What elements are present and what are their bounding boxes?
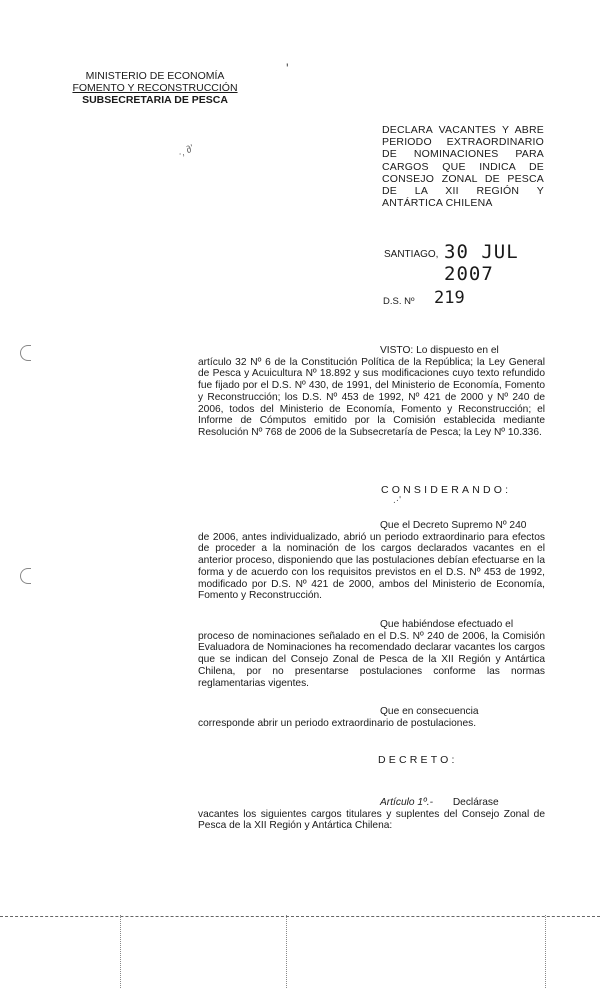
date-value: 30 JUL 2007 xyxy=(444,241,519,285)
article-text: vacantes los siguientes cargos titulares y suplentes del Consejo Zonal de Pesca de la XII Región y Antártica Chilena: xyxy=(198,808,545,832)
decreto-heading: DECRETO: xyxy=(378,754,458,766)
ministry-name: MINISTERIO DE ECONOMÍA xyxy=(85,70,225,82)
summary-line: DE NOMINACIONES PARA xyxy=(382,148,544,161)
visto-text: artículo 32 Nº 6 de la Constitución Política de la República; la Ley General de Pesca y Acuicultura Nº 18.892 y sus modificaciones cuyo texto refundido fue fijado por el D.S. Nº 430, de 1991, del Ministerio de Economía, Fomento y Reconstrucción; los D.S. Nº 453 de 1992, Nº 421 de 2000 y Nº 240 de 2006, todos del Ministerio de Economía, Fomento y Reconstrucción; el Informe de Cómputos emitido por la Comisión establecida mediante Resolución Nº 768 de 2006 de la Subsecretaría de Pesca; la Ley Nº 10.336. xyxy=(198,356,545,438)
scan-speck: .·' xyxy=(393,495,402,506)
scan-edge-line xyxy=(286,915,287,988)
punch-hole xyxy=(20,568,31,584)
considerando-item: Que el Decreto Supremo Nº 240 de 2006, antes individualizado, abrió un periodo extraordinario para efectos de proceder a la nominación de los cargos declarados vacantes en el anterior proceso, disponiendo que las postulaciones debían efectuarse en la forma y de acuerdo con los requisitos previstos en el D.S. Nº 453 de 1992, modificado por D.S. Nº 421 de 2000, ambos del Ministerio de Economía, Fomento y Reconstrucción. xyxy=(198,520,545,602)
summary-line: DECLARA VACANTES Y ABRE xyxy=(382,124,544,136)
considerando-heading: CONSIDERANDO: xyxy=(381,484,512,496)
considerando-item: Que en consecuencia corresponde abrir un periodo extraordinario de postulaciones. xyxy=(198,706,479,729)
visto-first-line: VISTO: Lo dispuesto en el xyxy=(380,345,499,356)
decree-summary xyxy=(382,124,544,209)
summary-line: ANTÁRTICA CHILENA xyxy=(382,197,493,210)
scan-speck: ' xyxy=(286,60,289,76)
date-label: SANTIAGO, xyxy=(384,249,439,260)
visto-paragraph xyxy=(198,345,545,439)
summary-line: CONSEJO ZONAL DE PESCA xyxy=(382,172,544,185)
page-fold-line xyxy=(0,916,600,917)
considerando-item: Que habiéndose efectuado el proceso de nominaciones señalado en el D.S. Nº 240 de 2006, la Comisión Evaluadora de Nominaciones ha recomendado declarar vacantes los cargos que se indican del Consejo Zonal de Pesca de la XII Región y Antártica Chilena, por no presentarse postulaciones conforme las normas reglamentarias vigentes. xyxy=(198,619,545,689)
punch-hole xyxy=(20,345,31,361)
handwritten-mark: ·, ∂' xyxy=(176,143,196,160)
decree-number-value: 219 xyxy=(434,288,465,308)
summary-line: CARGOS QUE INDICA DE xyxy=(382,160,544,173)
subsecretaria-name: SUBSECRETARIA DE PESCA xyxy=(82,94,228,106)
article-first-line: Artículo 1º.- Declárase xyxy=(380,797,499,808)
decree-number-label: D.S. Nº xyxy=(383,296,415,307)
article-1 xyxy=(198,797,545,832)
scan-edge-line xyxy=(120,915,121,988)
date-stamp xyxy=(384,241,554,285)
article-label: Artículo 1º.- xyxy=(380,797,433,808)
scan-edge-line xyxy=(545,915,546,988)
visto-label: VISTO: xyxy=(380,345,414,356)
letterhead xyxy=(55,70,255,106)
summary-line: PERIODO EXTRAORDINARIO xyxy=(382,136,544,149)
summary-line: DE LA XII REGIÓN Y xyxy=(382,185,544,198)
ministry-name-line2: FOMENTO Y RECONSTRUCCIÓN xyxy=(72,82,238,94)
